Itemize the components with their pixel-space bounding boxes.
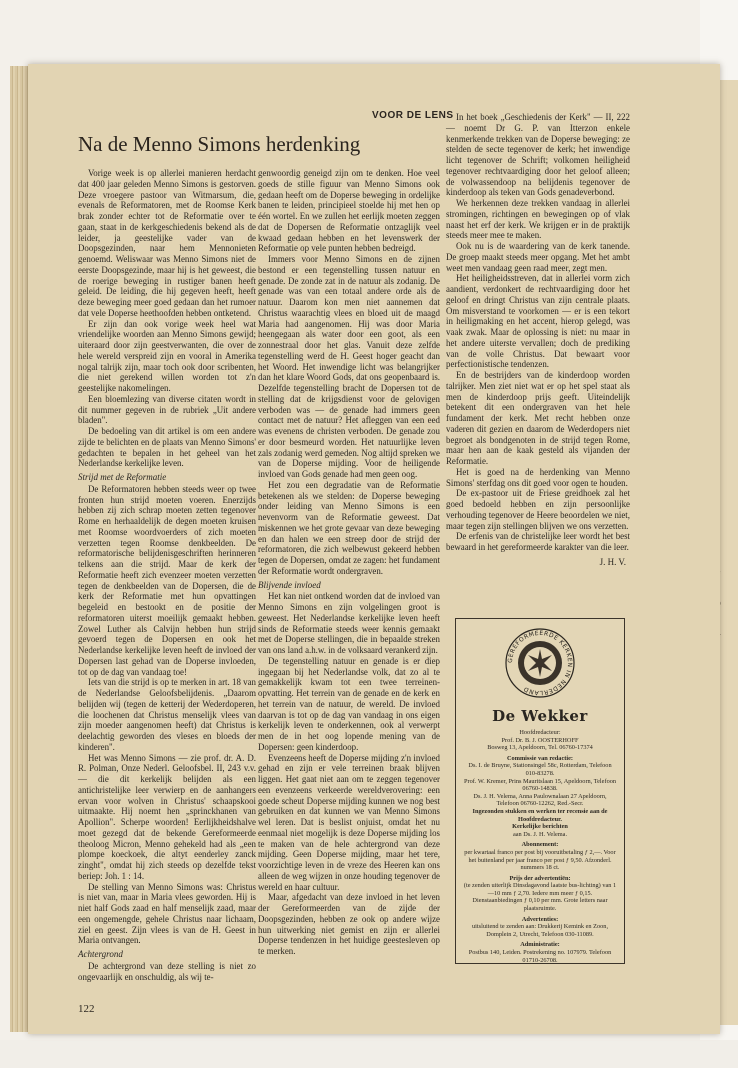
- paragraph: En de bestrijders van de kinderdoop worden talrijker. Men ziet niet wat er op het spel staat als men de kinderdoop prijs geeft. Uiteindelijk betekent dit een ondergraven van het hele fundament der kerk. Met recht hebben onze vaderen dit gezien en daarom de Wederdopers niet begroet als bondgenoten in de strijd tegen Rome, maar hen aan de kaak gesteld als vijanden der Reformatie.: [446, 370, 630, 466]
- masthead-line: Ds. J. H. Velema, Anna Paulownalaan 27 Apeldoorn, Telefoon 06760-12262, Red.-Secr.: [473, 792, 607, 808]
- paragraph: De bedoeling van dit artikel is om een andere zijde te belichten en de plaats van Menno Simons' gedachten te bepalen in het geheel van het Nederlandse kerkelijke leven.: [78, 426, 256, 469]
- subheading: Achtergrond: [78, 949, 123, 959]
- subheading: Strijd met de Reformatie: [78, 472, 167, 482]
- masthead-heading: Advertenties:: [521, 915, 559, 923]
- paragraph: Ook nu is de waardering van de kerk tanende. De groep maakt steeds meer opgang. Met het ambt weet men vandaag geen raad meer, zegt men.: [446, 241, 630, 273]
- paragraph: Het was Menno Simons — zie prof. dr. A. D. R. Polman, Onze Nederl. Geloofsbel. II, 243 v.v. — die dit kerkelijk belijden als een antichristelijke leer verwierp en de aanhangers ervan voor wolven in Christus' schaapskooi uitmaakte. Hij noemt hen „sprinckhanen van Apollion". Scherpe woorden! Eerlijkheidshalve moet gezegd dat de bekende Gereformeerde theoloog Micron, Menno gehekeld had als „een plompe koeckoek, die altyt eenderley zanck zinght", omdat hij zich steeds op dezelfde tekst beriep: Joh. 1 : 14.: [78, 752, 256, 881]
- paragraph: Vorige week is op allerlei manieren herdacht dat 400 jaar geleden Menno Simons is gestorven. Deze vroegere pastoor van Witmarsum, die, evenals de Reformatoren, met de Roomse Kerk brak zonder echter tot de Reformatie over te gaan, staat in de kerkgeschiedenis bekend als de leider, ja geestelijke vader van de Doopsgezinden, naar hem Mennonieten genoemd. Weliswaar was Menno Simons niet de eerste Doopsgezinde, maar hij is het geweest, die de roerige beweging in rustiger banen heeft geleid. De leiding, die hij gegeven heeft, heeft deze beweging meer goed gedaan dan het rumoer dat vele Doperse heethoofden hebben ontketend.: [78, 168, 256, 318]
- paragraph: Het kan niet ontkend worden dat de invloed van Menno Simons en zijn volgelingen groot is geweest. Het Nederlandse kerkelijke leven heeft sinds de Reformatie steeds weer kennis gemaakt met de Doperse stellingen, die in bepaalde streken van ons land a.h.w. in de volksaard verankerd zijn.: [258, 591, 440, 655]
- masthead-heading: Commissie van redactie:: [507, 754, 573, 762]
- masthead-line: Prof. W. Kremer, Prins Mauritslaan 15, Apeldoorn, Telefoon 06760-14838.: [463, 777, 617, 793]
- paragraph: Een bloemlezing van diverse citaten wordt in dit nummer gegeven in de rubriek „Uit andere bladen".: [78, 393, 256, 426]
- paragraph: We herkennen deze trekken vandaag in allerlei stromingen, richtingen en bewegingen op of vlak naast het erf der kerk. We krijgen er in de praktijk steeds meer mee te maken.: [446, 198, 630, 241]
- page-number: 122: [78, 1003, 95, 1015]
- paragraph: De ex-pastoor uit de Friese greidhoek zal het goed bedoeld hebben en zijn persoonlijke verhouding tegenover de Heere beoordelen we niet, maar tegen zijn stellingen blijven we ons verzetten.: [446, 488, 630, 531]
- masthead-heading: Abonnement:: [521, 841, 559, 849]
- paragraph: genwoordig geneigd zijn om te denken. Hoe veel goeds de stille figuur van Menno Simons ook gedaan heeft om de Doperse beweging in ordelijke banen te leiden, principieel stoelde hij met hen op één wortel. En we zullen het eerlijk moeten zeggen dat de Dopersen de Reformatie ontzaglijk veel kwaad gedaan hebben en het levenswerk der Reformatie op vele punten hebben bedreigd.: [258, 168, 440, 254]
- masthead-line: Ds. I. de Bruyne, Stationsingel 58c, Rotterdam, Telefoon 010-83278.: [468, 762, 612, 777]
- section-label: VOOR DE LENS: [372, 110, 454, 121]
- masthead-line: Prof. Dr. B. J. OOSTERHOFF: [501, 736, 579, 744]
- seal-text: GEREFORMEERDE KERKEN IN NEDERLAND: [506, 629, 574, 697]
- author-signature: J. H. V.: [599, 556, 626, 567]
- paragraph: Het heiligheidsstreven, dat in allerlei vorm zich aandient, verdonkert de rechtvaardiging door het geloof en dringt Christus van zijn centrale plaats. Om misverstand te voorkomen — er is een tekort in heiligmaking en het accent, hierop gelegd, was vaak zwak. Maar de oplossing is niet: nu maar in het andere uiterste vervallen; doch de prediking van de volle Christus. Dat bewaart voor perfectionistische tendenzen.: [446, 273, 630, 370]
- paragraph: Er zijn dan ook vorige week heel wat vriendelijke woorden aan Menno Simons gewijd; uiteraard door zijn geestverwanten, die over de hele wereld verspreid zijn en vooral in Amerika nogal talrijk zijn, maar toch ook door scribenten, die niet gerekend willen worden tot z'n geestelijke nakomelingen.: [78, 318, 256, 393]
- article-column-2: [258, 168, 440, 957]
- paragraph: Het zou een degradatie van de Reformatie betekenen als we stelden: de Doperse beweging onder leiding van Menno Simons is een nevenvorm van de Reformatie geweest. Dat miskennen we het grote gevaar van deze beweging en dan halen we een streep door de strijd der reformatoren, die zich welbewust gekeerd hebben tegen de Dopersen, omdat ze zagen: het fundament der Reformatie wordt ondergraven.: [258, 479, 440, 576]
- paragraph: Maar, afgedacht van deze invloed in het leven der Gereformeerden van de zijde der Doopsgezinden, hebben ze ook op andere wijze hun uitwerking niet gemist en zijn er allerlei Doperse tendenzen in het huidige geestesleven op te merken.: [258, 892, 440, 956]
- masthead-heading: Administratie:: [520, 941, 560, 949]
- paragraph: Iets van die strijd is op te merken in art. 18 van de Nederlandse Geloofsbelijdenis. „Daarom belijden wij (tegen de ketterij der Wederdoperen, die loochenen dat Christus menselijk vlees van zijn moeder aangenomen heeft) dat Christus is deelachtig geworden des vleses en bloeds der kinderen".: [78, 677, 256, 752]
- background-bottom: [0, 1040, 738, 1068]
- masthead-line: Ingezonden stukken en werken ter recensie aan de Hoofdredacteur.: [472, 807, 608, 823]
- article-headline: Na de Menno Simons herdenking: [78, 132, 361, 156]
- masthead-line: uitsluitend te zenden aan: Drukkerij Kemink en Zoon, Domplein 2, Utrecht, Telefoon 030-11089.: [471, 923, 609, 938]
- masthead-heading: Kerkelijke berichten: [512, 823, 568, 831]
- paragraph: Immers voor Menno Simons en de zijnen bestond er een tegenstelling tussen natuur en genade. De zonde zat in de natuur als zodanig. De genade was van een totaal andere orde als de natuur. Daarom kon men niet aannemen dat Christus waarachtig vlees en bloed uit de maagd Maria had aangenomen. Hij was door Maria heengegaan als water door een goot, als een zonnestraal door het glas. Vanuit deze zelfde tegenstelling werd de H. Geest hoger geacht dan het Woord. Het inwendige licht was belangrijker dan het klare Woord Gods, dat ons geopenbaard is. Dezelfde tegenstelling bracht de Dopersen tot de stelling dat de krijgsdienst voor de gelovigen verboden was — de genade had immers geen contact met de natuur? Het afleggen van een eed was evenens de christen verboden. De genade zou er door besmeurd worden. Het natuurlijke leven zals zodanig werd gemeden. Nog altijd spreken we van de Doperse mijding. Voor de heiligende invloed van Gods genade had men geen oog.: [258, 254, 440, 479]
- masthead-line: per kwartaal franco per post bij vooruitbetaling ƒ 2,—. Voor het buitenland per jaar franco per post ƒ 9,50. Afzonderl. nummers 18 ct.: [464, 848, 616, 872]
- paragraph: In het boek „Geschiedenis der Kerk" — II, 222 — noemt Dr G. P. van Itterzon enkele kenmerkende trekken van de Doperse beweging: ze stelden de secte tegenover de kerk; het inwendige licht tegenover de Schrift; volkomen heiligheid tegenover rechtvaardiging door het geloof alleen; de volwassendoop na belijdenis tegenover de kinderdoop als teken van Gods genadeverbond.: [446, 112, 630, 198]
- paragraph: De Reformatoren hebben steeds weer op twee fronten hun strijd moeten voeren. Enerzijds hebben zij zich schrap moeten zetten tegenover Rome en herhaaldelijk de degen moeten kruisen met Roomse woordvoerders of zich moeten verzetten tegen Roomse denkbeelden. De reformatorische belijdenisgeschriften herinneren telkens aan die strijd. Maar de kerk der Reformatie heeft zich evenzeer moeten verzetten tegen de denkbeelden van de Dopersen, die de kerk der Reformatie met hun opvattingen begeleid en bestookt en de positie der reformatoren uiterst moeilijk gemaakt hebben. Zowel Luther als Calvijn hebben hun strijd gevoerd tegen de Dopersen en ook het Nederlandse kerkelijke leven heeft de invloed der Dopersen last gehad van de Doperse invloeden, tot op de dag van vandaag toe!: [78, 483, 256, 677]
- masthead-line: Hoofdredacteur:: [519, 729, 561, 736]
- masthead-line: Postbus 140, Leiden. Postrekening no. 107979. Telefoon 01710-26708.: [468, 949, 612, 964]
- masthead-line: (te zenden uiterlijk Dinsdagavond laatste bus-lichting) van 1—10 mm ƒ 2,70. Iedere mm meer ƒ 0,15. Dienstaanbiedingen ƒ 0,10 per mm. Grote letters naar plaatsruimte.: [463, 882, 617, 913]
- masthead-line: aan Ds. J. H. Velema.: [512, 830, 568, 838]
- article-column-3: [446, 112, 630, 568]
- article-column-1: [78, 168, 256, 982]
- paragraph: De tegenstelling natuur en genade is er diep ingegaan bij het Nederlandse volk, dat zo al te gemakkelijk kwam tot een twee terreinen-opvatting. Het terrein van de genade en de kerk en het terrein van de natuur, de wereld. De invloed daarvan is tot op de dag van vandaag in ons eigen kerkelijk leven te onderkennen, ook al verwerpt men de in het oog lopende mening van de Dopersen: geen kinderdoop.: [258, 655, 440, 752]
- paragraph: De erfenis van de christelijke leer wordt het best bewaard in het gereformeerde karakter van die leer.: [446, 531, 630, 552]
- paragraph: Evenzeens heeft de Doperse mijding z'n invloed gehad en zijn er vele terreinen braak blijven liggen. Het gaat niet aan om te zeggen tegenover een evenzeens verkeerde wereldverovering: een goede scheut Doperse mijding kunnen we nog best gebruiken en dat kunnen we van Menno Simons wel leren. Dat is beslist onjuist, omdat het nu eenmaal niet mogelijk is deze Doperse mijding los te maken van de hele achtergrond van deze mijding. Geen Doperse mijding, maar het tere, voorzichtige leven in de vreze des Heeren kan ons alleen de weg wijzen in onze houding tegenover de wereld en haar cultuur.: [258, 752, 440, 892]
- paragraph: De achtergrond van deze stelling is niet zo ongevaarlijk en onschuldig, als wij te-: [78, 960, 256, 982]
- paragraph: Het is goed na de herdenking van Menno Simons' sterfdag ons dit goed voor ogen te houden.: [446, 466, 630, 488]
- church-seal-icon: [504, 627, 576, 699]
- publication-name: De Wekker: [492, 707, 588, 725]
- paragraph: De stelling van Menno Simons was: Christus is niet van, maar in Maria vlees geworden. Hij is niet half Gods zaad en half menselijk zaad, maar een ongemengde, gehele Christus naar lichaam, ziel en geest. Zijn vlees is van de H. Geest in Maria ontvangen.: [78, 881, 256, 946]
- masthead-box: [455, 618, 625, 964]
- subheading: Blijvende invloed: [258, 579, 321, 590]
- masthead-line: Bosweg 13, Apeldoorn, Tel. 06760-17374: [487, 744, 593, 752]
- masthead-heading: Prijs der advertentiën:: [509, 874, 571, 882]
- page-stack-edge: [10, 66, 30, 1032]
